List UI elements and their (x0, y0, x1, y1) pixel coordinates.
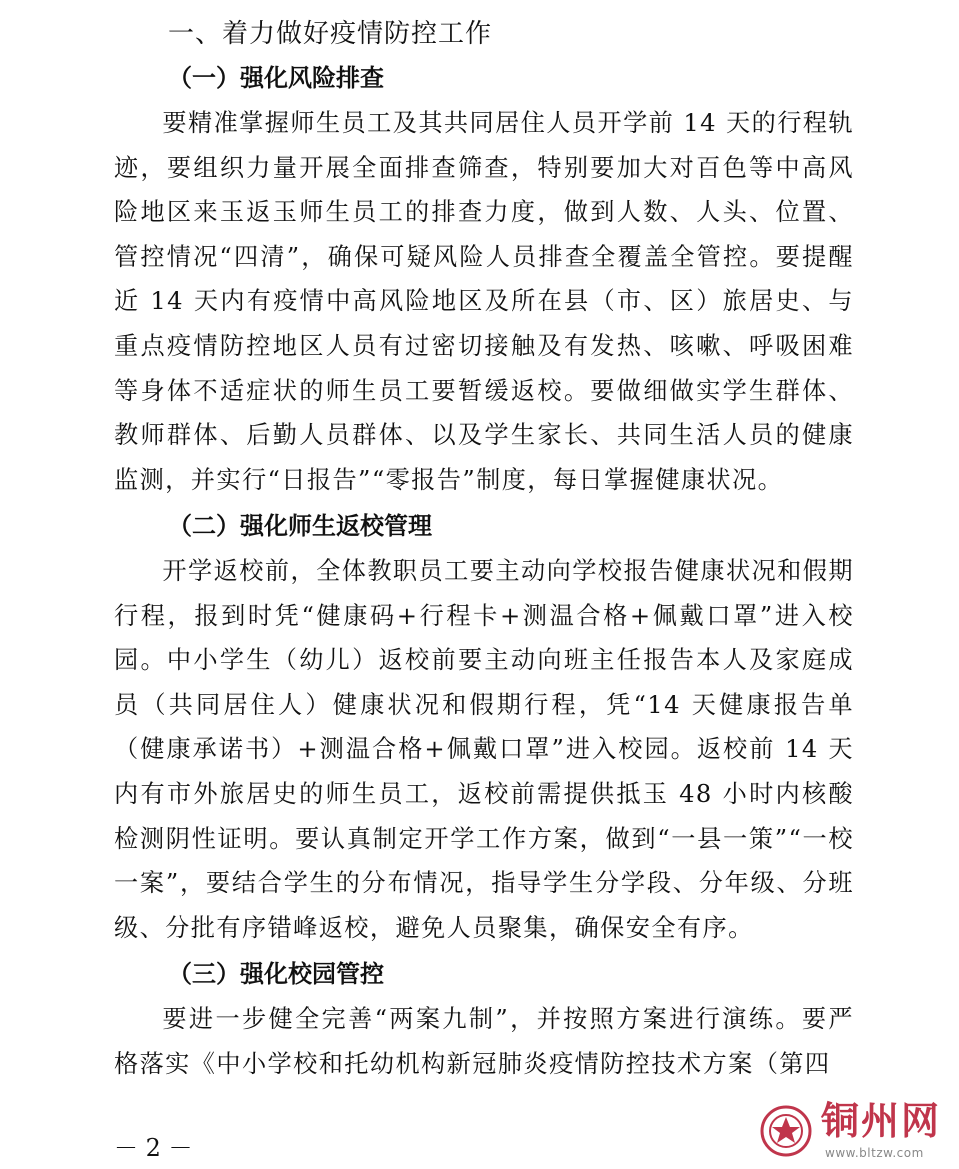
watermark-site-name: 铜州网 (821, 1099, 942, 1143)
page-number: － 2 － (114, 1134, 193, 1162)
paragraph-return-management: 开学返校前，全体教职员工要主动向学校报告健康状况和假期行程，报到时凭“健康码+行程卡+测温合格+佩戴口罩”进入校园。中小学生（幼儿）返校前要主动向班主任报告本人及家庭成员（共同居住人）健康状况和假期行程，凭“14 天健康报告单（健康承诺书）+测温合格+佩戴口罩”进入校园。返校前 14 天内有市外旅居史的师生员工，返校前需提供抵玉 48 小时内核酸检测阴性证明。要认真制定开学工作方案，做到“一县一策”“一校一案”，要结合学生的分布情况，指导学生分学段、分年级、分班级、分批有序错峰返校，避免人员聚集，确保安全有序。 (114, 557, 854, 942)
watermark (755, 1096, 955, 1166)
subheading-campus-control: （三）强化校园管控 (168, 960, 384, 988)
section-heading: 一、着力做好疫情防控工作 (168, 19, 493, 49)
subheading-risk-screening: （一）强化风险排查 (168, 64, 384, 92)
subheading-return-management: （二）强化师生返校管理 (168, 512, 432, 540)
paragraph-campus-control: 要进一步健全完善“两案九制”，并按照方案进行演练。要严格落实《中小学校和托幼机构新冠肺炎疫情防控技术方案（第四 (114, 1005, 854, 1078)
seal-logo-icon (759, 1104, 813, 1158)
watermark-url: www.bltzw.com (825, 1146, 924, 1160)
paragraph-risk-screening: 要精准掌握师生员工及其共同居住人员开学前 14 天的行程轨迹，要组织力量开展全面排查筛查，特别要加大对百色等中高风险地区来玉返玉师生员工的排查力度，做到人数、人头、位置、管控情况“四清”，确保可疑风险人员排查全覆盖全管控。要提醒近 14 天内有疫情中高风险地区及所在县（市、区）旅居史、与重点疫情防控地区人员有过密切接触及有发热、咳嗽、呼吸困难等身体不适症状的师生员工要暂缓返校。要做细做实学生群体、教师群体、后勤人员群体、以及学生家长、共同生活人员的健康监测，并实行“日报告”“零报告”制度，每日掌握健康状况。 (114, 109, 854, 494)
